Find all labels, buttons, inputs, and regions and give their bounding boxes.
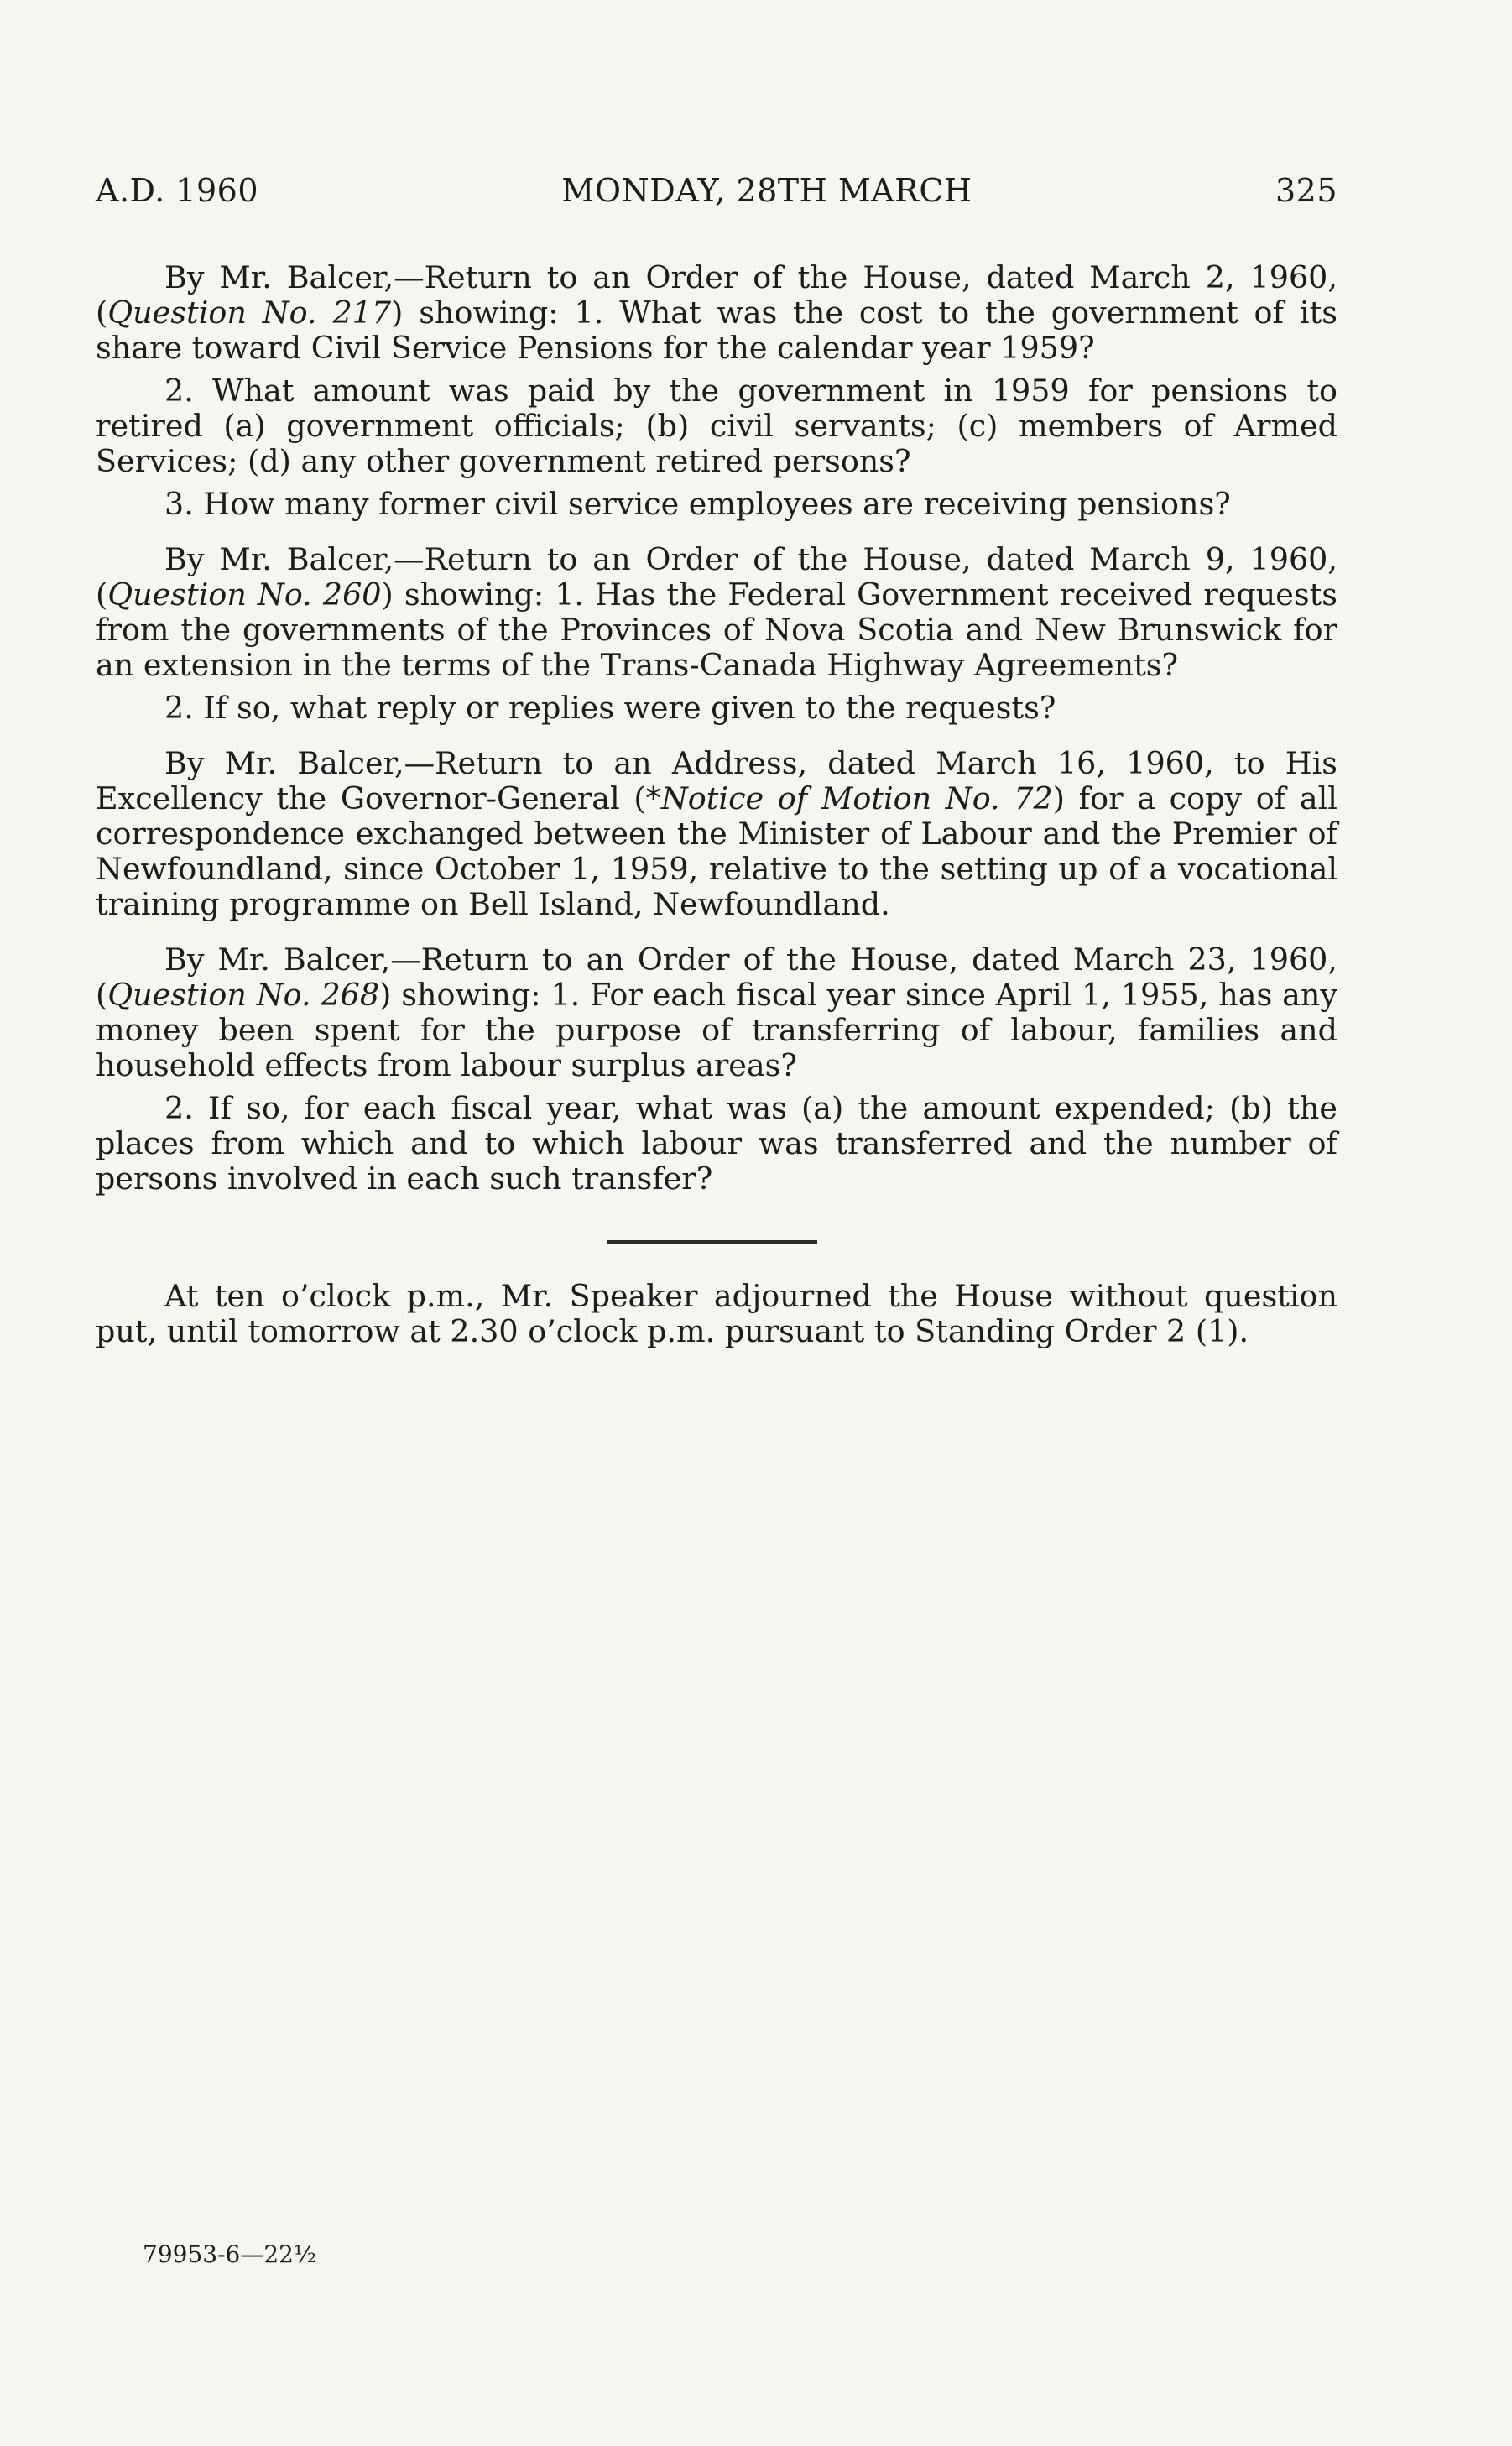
motion-reference: *Notice of Motion No. 72 [645, 780, 1053, 816]
question-reference: Question No. 268 [107, 977, 380, 1013]
followup-question: 2. If so, for each fiscal year, what was (a) the amount expended; (b) the places from which and to which labour was transferred and the number of persons involved in each such transfer? [96, 1090, 1337, 1197]
header-date: MONDAY, 28TH MARCH [561, 172, 972, 209]
page-header [96, 172, 1337, 209]
print-code: 79953-6—22½ [143, 2240, 317, 2268]
return-paragraph: By Mr. Balcer,—Return to an Order of the House, dated March 23, 1960, (Question No. 268) showing: 1. For each fiscal year since April 1, 1955, has any money been spent for the purpose of transferring of labour, families and household effects from labour surplus areas? [96, 941, 1337, 1083]
header-year: A.D. 1960 [96, 172, 258, 209]
adjournment-paragraph: At ten o’clock p.m., Mr. Speaker adjourned the House without question put, until tomorrow at 2.30 o’clock p.m. pursuant to Standing Order 2 (1). [96, 1278, 1337, 1349]
followup-question: 3. How many former civil service employees are receiving pensions? [164, 486, 1231, 522]
return-paragraph: By Mr. Balcer,—Return to an Order of the House, dated March 2, 1960, (Question No. 217) showing: 1. What was the cost to the government of its share toward Civil Service Pensions for the calendar year 1959? [96, 259, 1337, 366]
question-reference: Question No. 217 [107, 295, 392, 331]
section-divider [607, 1240, 817, 1244]
return-paragraph: By Mr. Balcer,—Return to an Order of the House, dated March 9, 1960, (Question No. 260) showing: 1. Has the Federal Government received requests from the governments of the Provinces of Nova Scotia and New Brunswick for an extension in the terms of the Trans-Canada Highway Agreements? [96, 541, 1337, 683]
question-reference: Question No. 260 [107, 576, 382, 613]
followup-question: 2. If so, what reply or replies were given to the requests? [164, 690, 1056, 726]
followup-question: 2. What amount was paid by the government in 1959 for pensions to retired (a) government officials; (b) civil servants; (c) members of Armed Services; (d) any other government retired persons? [96, 373, 1337, 479]
return-paragraph: By Mr. Balcer,—Return to an Address, dated March 16, 1960, to His Excellency the Governor-General (*Notice of Motion No. 72) for a copy of all correspondence exchanged between the Minister of Labour and the Premier of Newfoundland, since October 1, 1959, relative to the setting up of a vocational training programme on Bell Island, Newfoundland. [96, 745, 1337, 922]
page-number: 325 [1275, 172, 1337, 209]
returns-body [96, 260, 1337, 1197]
